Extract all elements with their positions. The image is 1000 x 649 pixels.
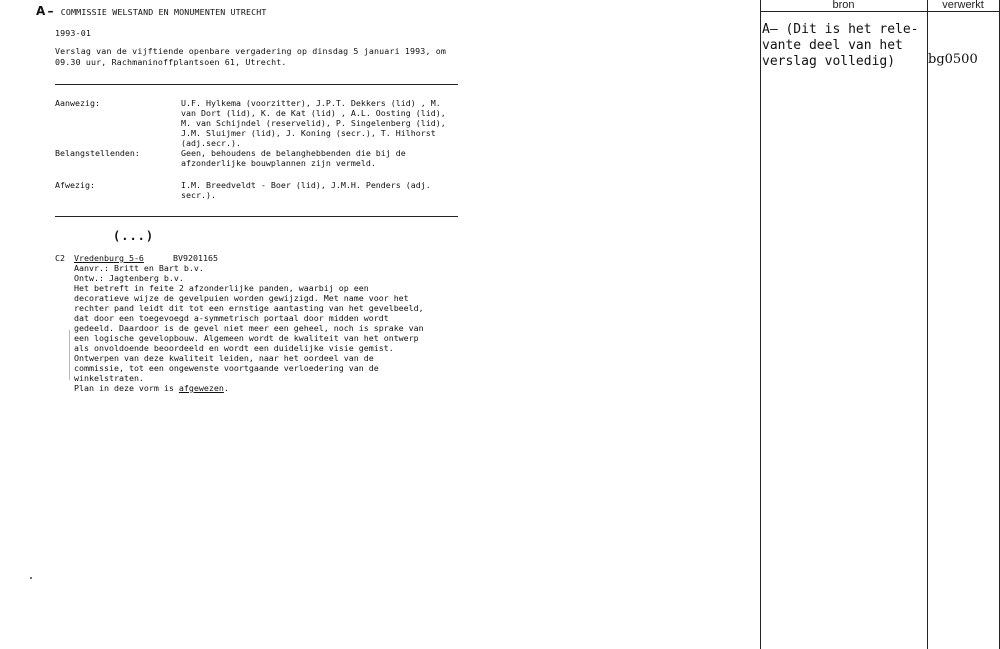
item-line: rechter pand leidt dit tot een ernstige aantasting van het gevelbeeld, xyxy=(74,303,424,313)
omission-marker: (...) xyxy=(113,229,155,243)
table-column-divider xyxy=(927,0,928,649)
header-letter: A xyxy=(36,4,46,18)
column-header-processed: verwerkt xyxy=(942,0,984,11)
absent-line: I.M. Breedveldt - Boer (lid), J.M.H. Penders (adj. xyxy=(181,180,431,190)
item-code: C2 xyxy=(55,253,65,263)
absent-label: Afwezig: xyxy=(55,180,95,190)
divider xyxy=(55,216,458,217)
present-label: Aanwezig: xyxy=(55,98,100,108)
item-line: als onvoldoende beoordeeld en wordt een duidelijke visie gemist. xyxy=(74,343,394,353)
decision-suffix: . xyxy=(223,383,229,393)
item-line: Ontwerpen van deze kwaliteit leiden, naar het oordeel van de xyxy=(74,353,374,363)
document-header xyxy=(36,6,267,18)
stakeholders-line: Geen, behoudens de belanghebbenden die bij de xyxy=(181,148,406,158)
margin-mark xyxy=(69,330,70,380)
present-line: (adj.secr.). xyxy=(181,138,241,148)
scan-speck xyxy=(30,577,32,579)
present-line: van Dort (lid), K. de Kat (lid) , A.L. Oosting (lid), xyxy=(181,108,446,118)
table-header-divider xyxy=(760,11,1000,12)
item-line: dat door een toegevoegd a-symmetrisch portaal door midden wordt xyxy=(74,313,389,323)
divider xyxy=(55,84,458,85)
item-line: een logische gevelopbouw. Algemeen wordt de kwaliteit van het ontwerp xyxy=(74,333,419,343)
decision-prefix: Plan in deze vorm is xyxy=(74,383,179,393)
present-line: J.M. Sluijmer (lid), J. Koning (secr.), T. Hilhorst xyxy=(181,128,436,138)
decision-line xyxy=(74,383,229,394)
annotation-table xyxy=(760,0,1000,649)
source-note: A– (Dit is het rele- vante deel van het verslag volledig) xyxy=(762,22,919,69)
absent-line: secr.). xyxy=(181,190,216,200)
reference-number: 1993-01 xyxy=(55,28,92,38)
header-dash: – xyxy=(47,4,54,18)
item-line: Het betreft in feite 2 afzonderlijke panden, waarbij op een xyxy=(74,283,369,293)
item-line: decoratieve wijze de gevelpuien worden gewijzigd. Met name voor het xyxy=(74,293,409,303)
item-line: commissie, tot een ongewenste voortgaande verloedering van de xyxy=(74,363,379,373)
stakeholders-line: afzonderlijke bouwplannen zijn vermeld. xyxy=(181,158,376,168)
item-line: winkelstraten. xyxy=(74,373,144,383)
intro-line: Verslag van de vijftiende openbare vergadering op dinsdag 5 januari 1993, om xyxy=(55,46,447,56)
present-line: M. van Schijndel (reservelid), P. Singelenberg (lid), xyxy=(181,118,446,128)
intro-line: 09.30 uur, Rachmaninoffplantsoen 61, Utrecht. xyxy=(55,57,287,67)
item-address: Vredenburg 5-6 xyxy=(74,253,144,263)
decision-word: afgewezen xyxy=(178,383,224,393)
processed-code: bg0500 xyxy=(928,52,978,67)
table-border-left xyxy=(760,0,761,649)
header-text: COMMISSIE WELSTAND EN MONUMENTEN UTRECHT xyxy=(60,7,267,17)
item-line: Ontw.: Jagtenberg b.v. xyxy=(74,273,184,283)
item-line: gedeeld. Daardoor is de gevel niet meer een geheel, noch is sprake van xyxy=(74,323,424,333)
item-number: BV9201165 xyxy=(173,253,218,263)
present-line: U.F. Hylkema (voorzitter), J.P.T. Dekkers (lid) , M. xyxy=(181,98,441,108)
item-line: Aanvr.: Britt en Bart b.v. xyxy=(74,263,204,273)
stakeholders-label: Belangstellenden: xyxy=(55,148,140,158)
column-header-source: bron xyxy=(832,0,855,11)
